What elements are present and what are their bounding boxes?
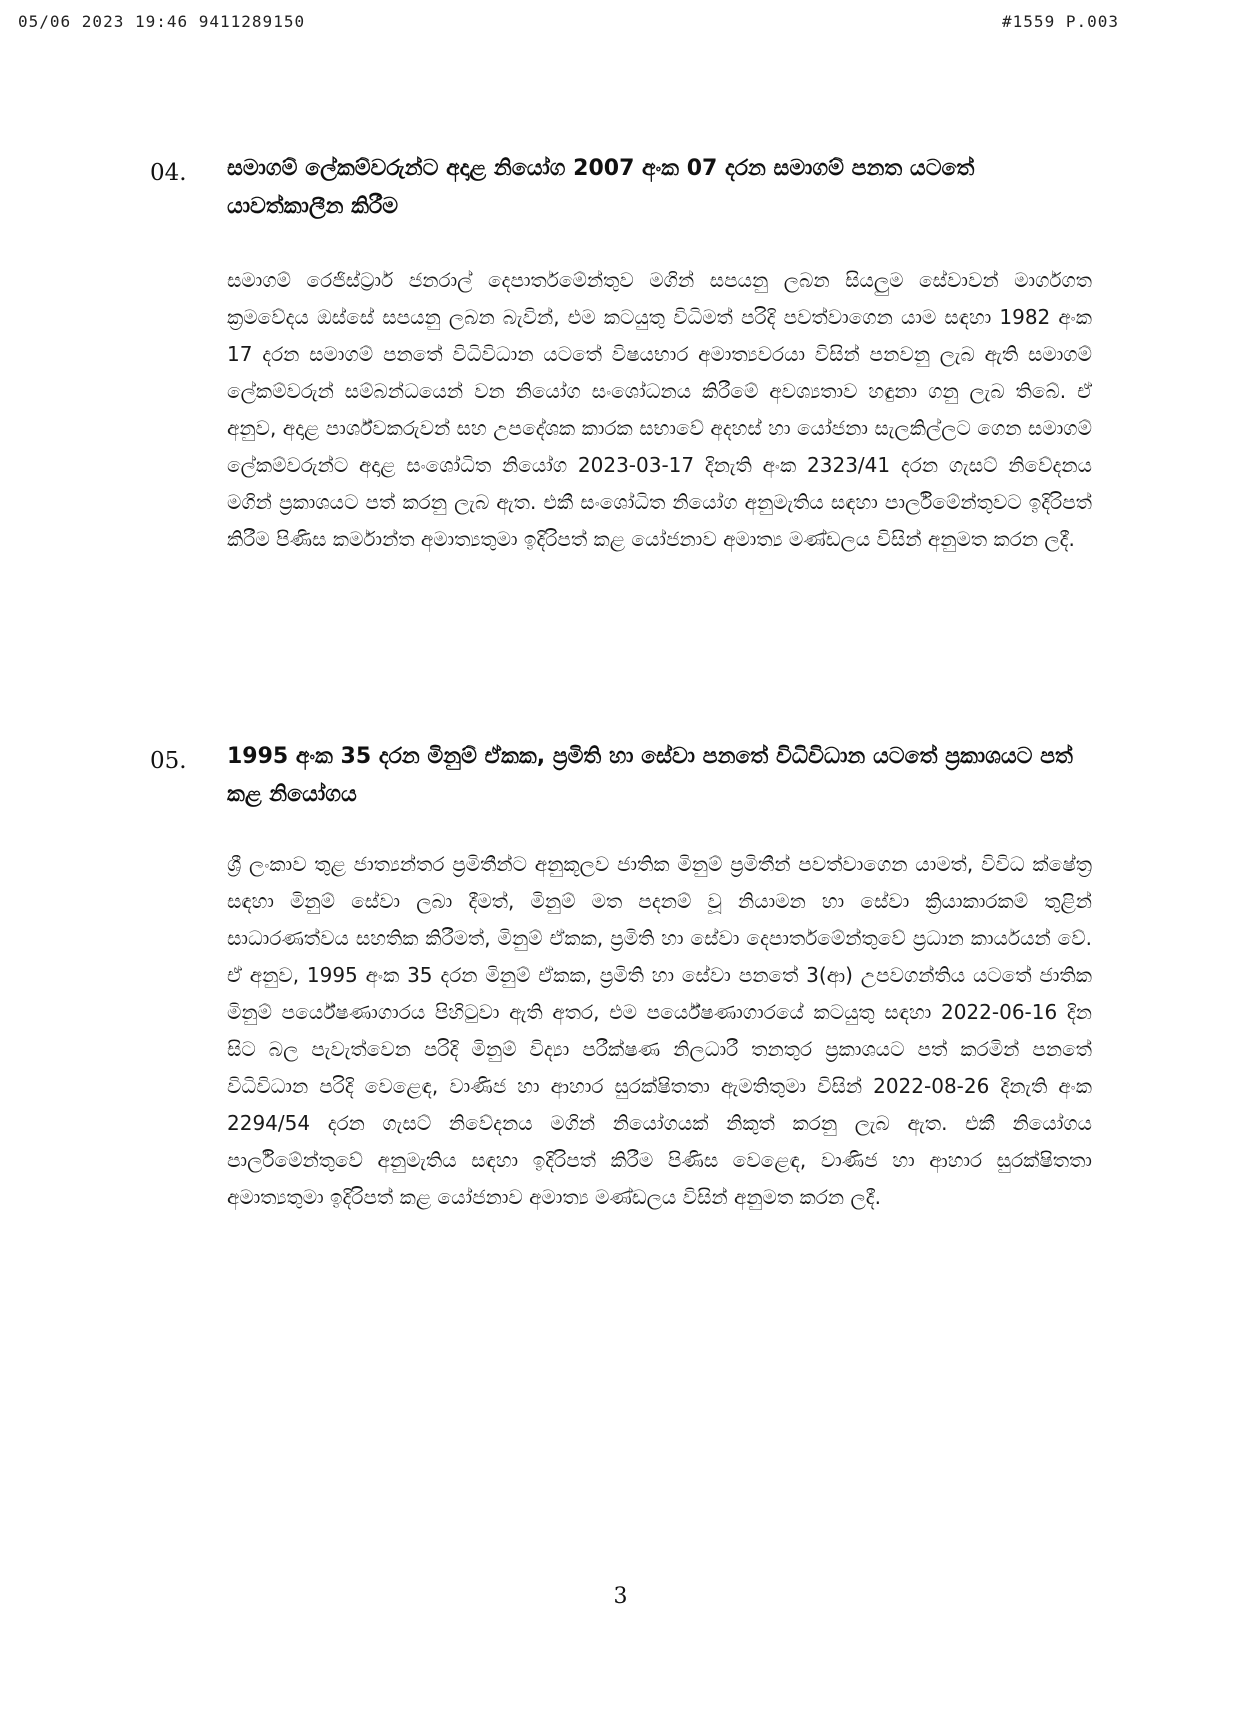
section-body: සමාගම් රෙජිස්ට්‍රාර් ජනරාල් දෙපාර්තමේන්තුව මගින් සපයනු ලබන සියලුම සේවාවන් මාර්ගගත ක්‍රමවේදය ඔස්සේ සපයනු ලබන බැවින්, එම කටයුතු විධිමත් පරිදි පවත්වාගෙන යාම සඳහා 1982 අංක 17 දරන සමාගම් පනතේ විධිවිධාන යටතේ විෂයභාර අමාත්‍යවරයා විසින් පනවනු ලැබ ඇති සමාගම් ලේකම්වරුන් සම්බන්ධයෙන් වන නියෝග සංශෝධනය කිරීමේ අවශ්‍යතාව හඳුනා ගනු ලැබ තිබේ. ඒ අනුව, අදාළ පාර්ශ්වකරුවන් සහ උපදේශක කාරක සභාවේ අදහස් හා යෝජනා සැලකිල්ලට ගෙන සමාගම් ලේකම්වරුන්ට අදාළ සංශෝධිත නියෝග 2023-03-17 දිනැති අංක 2323/41 දරන ගැසට් නිවේදනය මගින් ප්‍රකාශයට පත් කරනු ලැබ ඇත. එකී සංශෝධිත නියෝග අනුමැතිය සඳහා පාර්ලිමේන්තුවට ඉදිරිපත් කිරීම පිණිස කර්මාන්ත අමාත්‍යතුමා ඉදිරිපත් කළ යෝජනාව අමාත්‍ය මණ්ඩලය විසින් අනුමත කරන ලදී.: [227, 268, 1092, 551]
fax-timestamp-line: 05/06 2023 19:46 9411289150: [18, 12, 306, 31]
fax-page-code: #1559 P.003: [1002, 12, 1119, 31]
section-number: 04.: [150, 160, 187, 186]
section-body: ශ්‍රී ලංකාව තුළ ජාත්‍යන්තර ප්‍රමිතීන්ට අනුකූලව ජාතික මිනුම් ප්‍රමිතීන් පවත්වාගෙන යාමත්, විවිධ ක්ෂේත්‍ර සඳහා මිනුම් සේවා ලබා දීමත්, මිනුම් මත පදනම් වූ නියාමන හා සේවා ක්‍රියාකාරකම් තුළින් සාධාරණත්වය සහතික කිරීමත්, මිනුම් ඒකක, ප්‍රමිති හා සේවා දෙපාර්තමේන්තුවේ ප්‍රධාන කාර්යයන් වේ. ඒ අනුව, 1995 අංක 35 දරන මිනුම් ඒකක, ප්‍රමිති හා සේවා පනතේ 3(ආ) උපවගන්තිය යටතේ ජාතික මිනුම් පර්යේෂණාගාරය පිහිටුවා ඇති අතර, එම පර්යේෂණාගාරයේ කටයුතු සඳහා 2022-06-16 දින සිට බල පැවැත්වෙන පරිදි මිනුම් විද්‍යා පරීක්ෂණ නිලධාරී තනතුර ප්‍රකාශයට පත් කරමින් පනතේ විධිවිධාන පරිදි වෙළෙඳ, වාණිජ හා ආහාර සුරක්ෂිතතා ඇමතිතුමා විසින් 2022-08-26 දිනැති අංක 2294/54 දරන ගැසට් නිවේදනය මගින් නියෝගයක් නිකුත් කරනු ලැබ ඇත. එකී නියෝගය පාර්ලිමේන්තුවේ අනුමැතිය සඳහා ඉදිරිපත් කිරීම පිණිස වෙළෙඳ, වාණිජ හා ආහාර සුරක්ෂිතතා අමාත්‍යතුමා ඉදිරිපත් කළ යෝජනාව අමාත්‍ය මණ්ඩලය විසින් අනුමත කරන ලදී.: [227, 852, 1092, 1209]
section-title: සමාගම් ලේකම්වරුන්ට අදාළ නියෝග 2007 අංක 07 දරන සමාගම් පනත යටතේ යාවත්කාලීන කිරීම: [227, 156, 975, 219]
fax-header: [18, 12, 1119, 36]
section-number: 05.: [150, 748, 187, 774]
section-title: 1995 අංක 35 දරන මිනුම් ඒකක, ප්‍රමිති හා සේවා පනතේ විධිවිධාන යටතේ ප්‍රකාශයට පත් කළ නියෝගය: [227, 744, 1073, 807]
page-number: 3: [613, 1584, 628, 1609]
